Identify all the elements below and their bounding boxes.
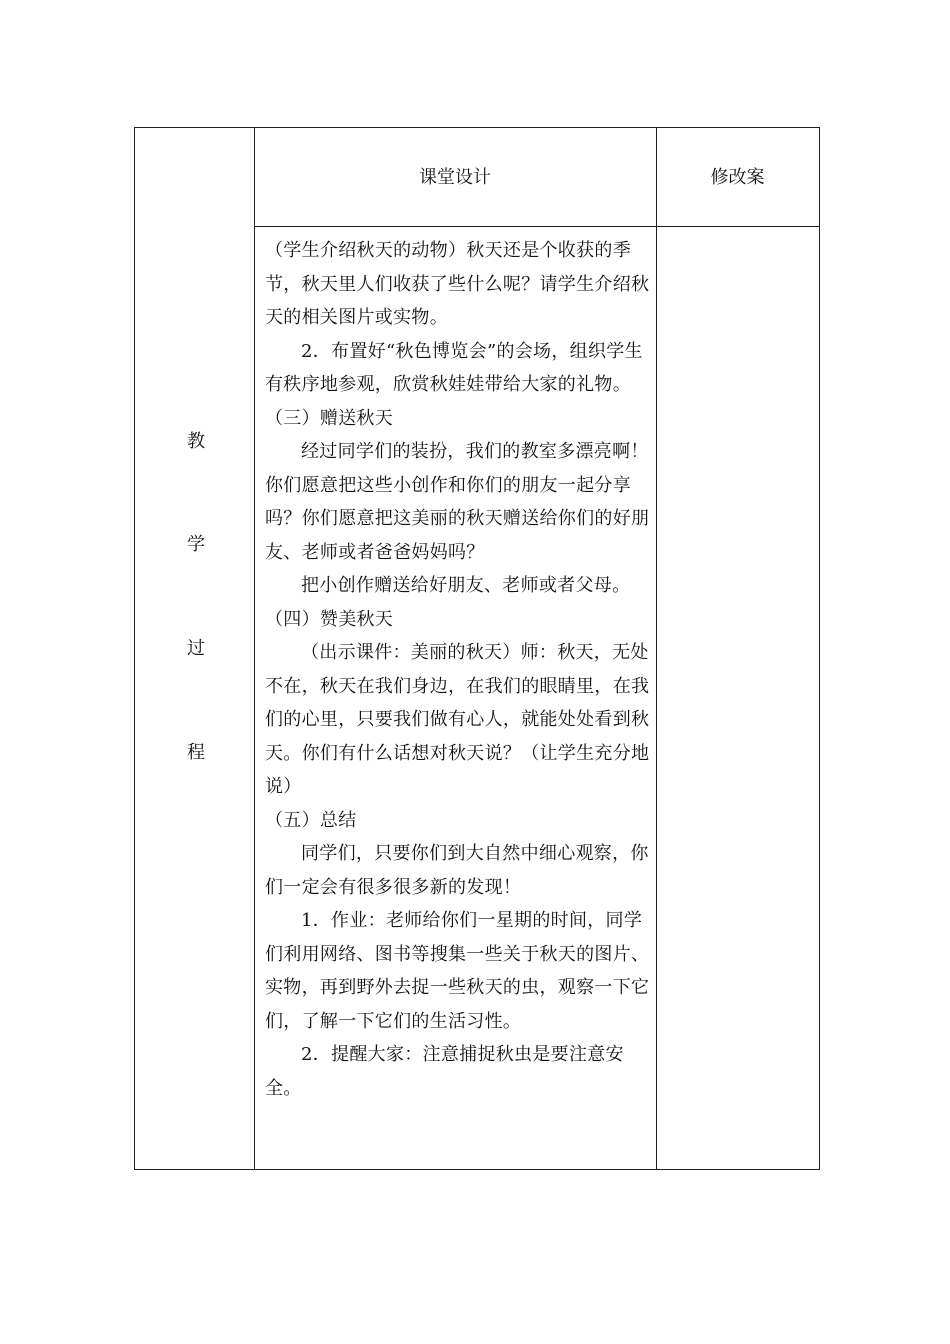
lesson-content: [265, 234, 651, 1105]
lesson-plan-table: [134, 127, 820, 1170]
lesson-paragraph: （出示课件：美丽的秋天）师：秋天，无处不在，秋天在我们身边，在我们的眼睛里，在我们的心里，只要我们做有心人，就能处处看到秋天。你们有什么话想对秋天说？（让学生充分地说）: [265, 642, 650, 797]
column-divider-2: [656, 128, 657, 1169]
header-classroom-design: 课堂设计: [419, 167, 491, 188]
lesson-paragraph: （五）总结: [265, 809, 357, 831]
header-revision: 修改案: [710, 167, 765, 188]
lesson-paragraph: （三）赠送秋天: [265, 407, 394, 429]
lesson-paragraph: （四）赞美秋天: [265, 608, 394, 630]
lesson-paragraph: 同学们，只要你们到大自然中细心观察，你们一定会有很多很多新的发现！: [265, 843, 649, 898]
lesson-paragraph: 经过同学们的装扮，我们的教室多漂亮啊！你们愿意把这些小创作和你们的朋友一起分享吗？你们愿意把这美丽的秋天赠送给你们的好朋友、老师或者爸爸妈妈吗？: [265, 441, 650, 563]
lesson-paragraph: 1．作业：老师给你们一星期的时间，同学们利用网络、图书等搜集一些关于秋天的图片、实物，再到野外去捉一些秋天的虫，观察一下它们，了解一下它们的生活习性。: [265, 910, 650, 1032]
lesson-paragraph: （学生介绍秋天的动物）秋天还是个收获的季节，秋天里人们收获了些什么呢？请学生介绍秋天的相关图片或实物。: [265, 240, 650, 328]
side-label-char-1: 教: [187, 431, 205, 452]
header-row-divider: [254, 226, 819, 227]
lesson-paragraph: 2．布置好“秋色博览会”的会场，组织学生有秩序地参观，欣赏秋娃娃带给大家的礼物。: [265, 340, 643, 395]
lesson-paragraph: 2．提醒大家：注意捕捉秋虫是要注意安全。: [265, 1044, 624, 1099]
side-label-char-4: 程: [187, 742, 205, 763]
side-label-char-2: 学: [187, 534, 205, 555]
lesson-paragraph: 把小创作赠送给好朋友、老师或者父母。: [301, 575, 631, 596]
column-divider-1: [254, 128, 255, 1169]
side-label-char-3: 过: [187, 638, 205, 659]
